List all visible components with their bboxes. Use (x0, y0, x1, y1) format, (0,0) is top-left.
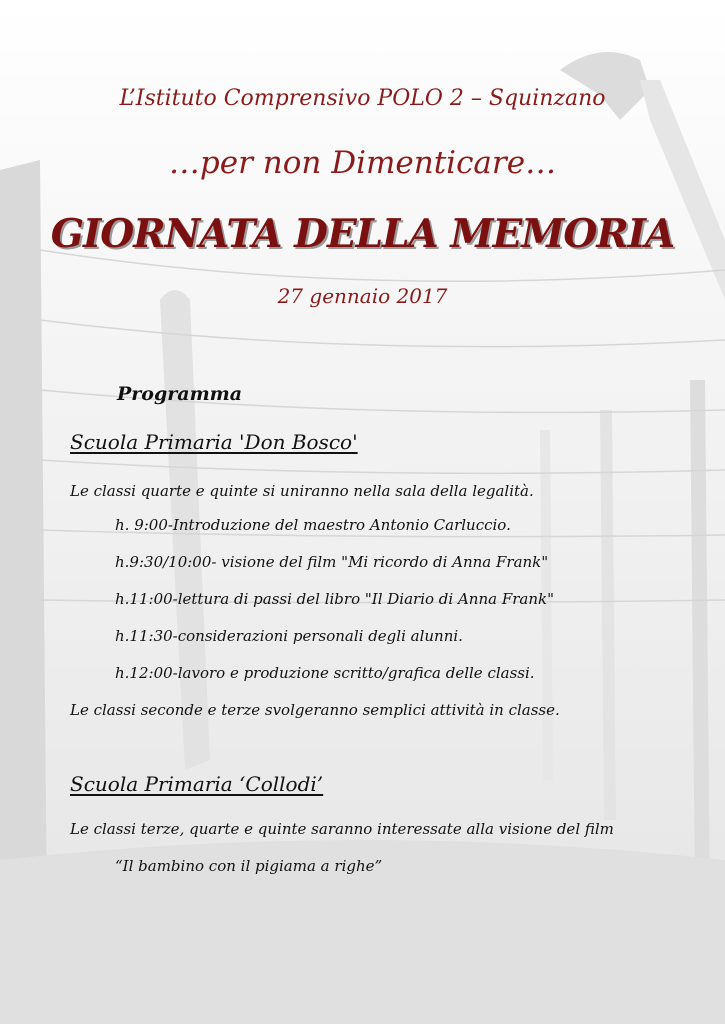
schedule-item: h. 9:00-Introduzione del maestro Antonio Carluccio. (115, 516, 511, 534)
schedule-item: h.12:00-lavoro e produzione scritto/grafica delle classi. (115, 664, 535, 682)
schedule-item: h.11:00-lettura di passi del libro "Il Diario di Anna Frank" (115, 590, 555, 608)
event-date: 27 gennaio 2017 (277, 284, 448, 308)
school1-intro: Le classi quarte e quinte si uniranno nella sala della legalità. (70, 482, 534, 500)
tagline: …per non Dimenticare… (168, 145, 557, 181)
school-don-bosco-heading: Scuola Primaria 'Don Bosco' (70, 430, 358, 454)
school1-outro: Le classi seconde e terze svolgeranno semplici attività in classe. (70, 701, 560, 719)
school2-intro: Le classi terze, quarte e quinte saranno interessate alla visione del film (70, 820, 614, 838)
institute-name: L’Istituto Comprensivo POLO 2 – Squinzano (119, 86, 606, 111)
event-title: GIORNATA DELLA MEMORIA (50, 211, 675, 257)
schedule-item: h.9:30/10:00- visione del film "Mi ricordo di Anna Frank" (115, 553, 549, 571)
school-collodi-heading: Scuola Primaria ‘Collodi’ (70, 772, 324, 796)
program-heading: Programma (117, 383, 243, 405)
school2-film: “Il bambino con il pigiama a righe” (115, 857, 383, 875)
schedule-item: h.11:30-considerazioni personali degli alunni. (115, 627, 463, 645)
